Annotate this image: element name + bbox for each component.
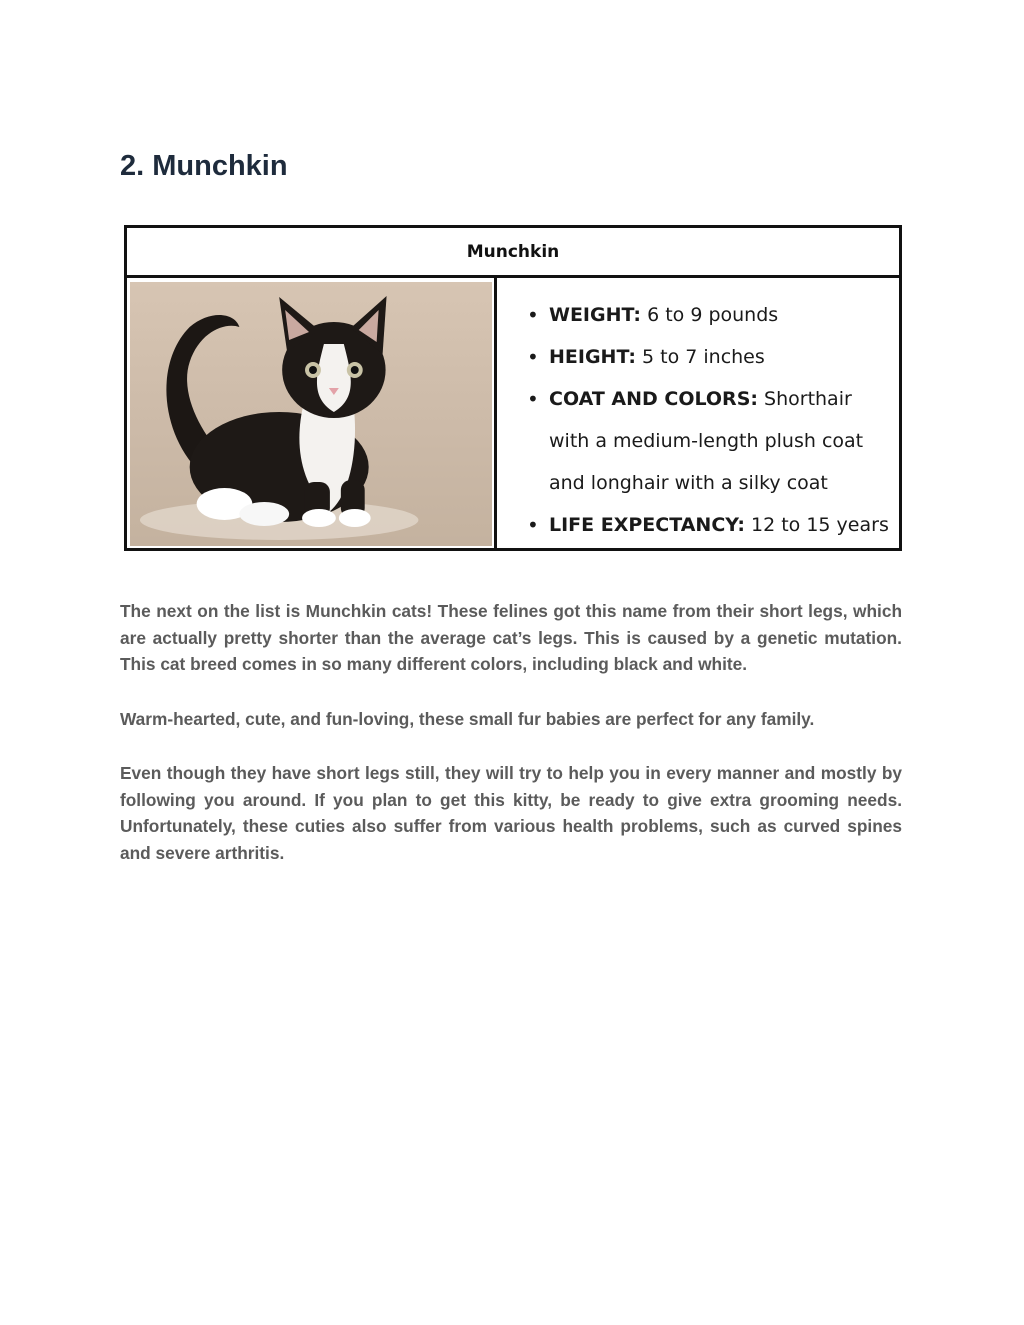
trait-height	[527, 336, 889, 378]
article-body	[120, 598, 902, 894]
trait-value: Shorthair with a medium-length plush coat and longhair with a silky coat	[549, 388, 864, 494]
trait-value: 5 to 7 inches	[635, 346, 765, 368]
kitten-photo	[130, 282, 492, 546]
table-body	[127, 278, 899, 548]
trait-label: HEIGHT:	[549, 346, 636, 368]
trait-coat-and-colors	[527, 378, 889, 504]
trait-label: WEIGHT:	[549, 304, 642, 326]
traits-list	[527, 294, 889, 546]
paragraph: Even though they have short legs still, they will try to help you in every manner and mostly by following you around. If you plan to get this kitty, be ready to give extra grooming needs. Unfortunately, these cuties also suffer from various health problems, such as curved spines and severe arthritis.	[120, 763, 902, 863]
trait-label: LIFE EXPECTANCY:	[549, 514, 745, 536]
page-title: 2. Munchkin	[120, 150, 288, 182]
trait-value: 6 to 9 pounds	[641, 304, 779, 326]
trait-life-expectancy	[527, 504, 889, 546]
kitten-illustration	[130, 282, 492, 546]
photo-cell	[127, 278, 497, 548]
trait-weight	[527, 294, 889, 336]
traits-cell	[497, 278, 899, 548]
trait-value: 12 to 15 years	[744, 514, 889, 536]
trait-label: COAT AND COLORS:	[549, 388, 758, 410]
paragraph: Warm-hearted, cute, and fun-loving, these small fur babies are perfect for any family.	[120, 708, 815, 729]
table-header: Munchkin	[127, 228, 899, 278]
paragraph: The next on the list is Munchkin cats! These felines got this name from their short legs, which are actually pretty shorter than the average cat’s legs. This is caused by a genetic mutation. This cat breed comes in so many different colors, including black and white.	[120, 601, 902, 674]
breed-info-table	[124, 225, 902, 551]
